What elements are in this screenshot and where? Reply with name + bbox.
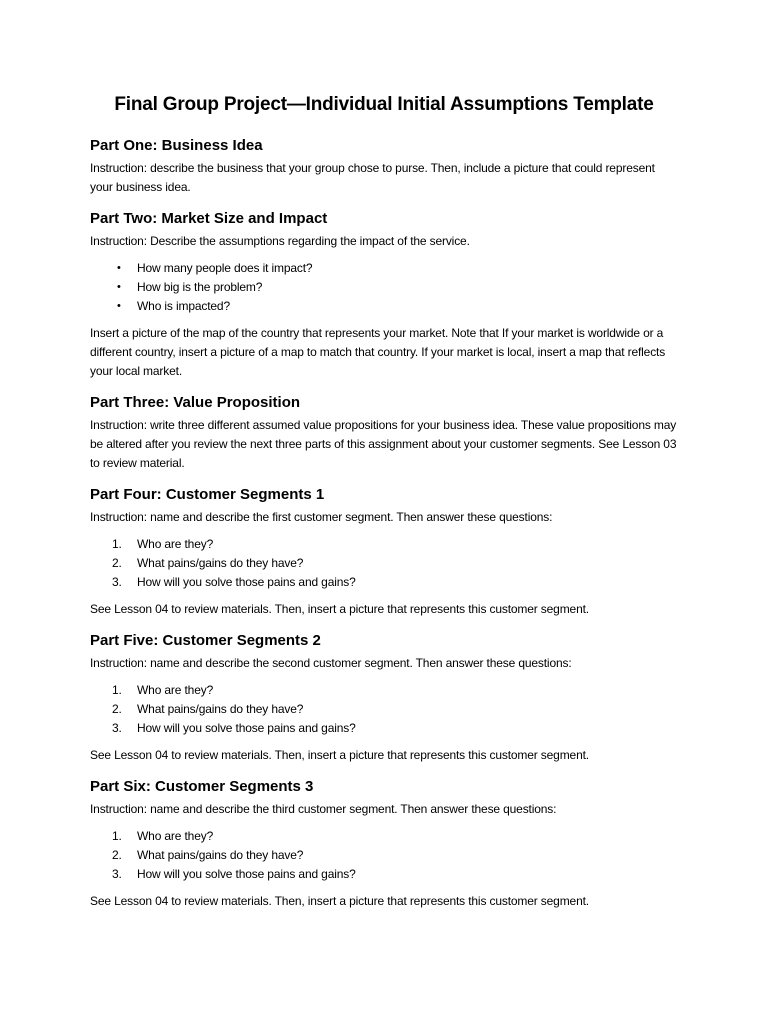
list-item [112, 535, 678, 554]
list-item-text: Who are they? [137, 683, 214, 697]
bullet-list [90, 259, 678, 316]
list-number: 2. [112, 702, 122, 716]
list-number: 2. [112, 556, 122, 570]
list-number: 3. [112, 721, 122, 735]
list-number: 2. [112, 848, 122, 862]
list-item-text: How many people does it impact? [137, 261, 313, 275]
section-heading: Part Six: Customer Segments 3 [90, 778, 314, 795]
section-instruction: Instruction: write three different assumed value propositions for your business idea. These value propositions may be altered after you review the next three parts of this assignment about your customer segments. See Lesson 03 to review material. [90, 418, 677, 470]
bullet-icon: • [117, 281, 121, 293]
list-item [112, 700, 678, 719]
list-item [112, 554, 678, 573]
section-instruction: Instruction: name and describe the first customer segment. Then answer these questions: [90, 510, 553, 524]
bullet-icon: • [117, 300, 121, 312]
list-item [112, 827, 678, 846]
list-item [112, 573, 678, 592]
section-instruction: Instruction: name and describe the third customer segment. Then answer these questions: [90, 802, 557, 816]
list-number: 1. [112, 537, 122, 551]
list-item-text: How big is the problem? [137, 280, 263, 294]
list-item-text: Who are they? [137, 829, 214, 843]
section-customer-segments-1 [90, 485, 678, 619]
section-heading: Part Three: Value Proposition [90, 394, 301, 411]
list-number: 1. [112, 829, 122, 843]
list-item-text: What pains/gains do they have? [137, 702, 304, 716]
section-business-idea [90, 136, 678, 197]
section-note: See Lesson 04 to review materials. Then, insert a picture that represents this customer segment. [90, 602, 589, 616]
list-item [117, 297, 678, 316]
section-customer-segments-2 [90, 631, 678, 765]
list-item [112, 681, 678, 700]
list-item-text: Who is impacted? [137, 299, 230, 313]
list-item-text: What pains/gains do they have? [137, 848, 304, 862]
bullet-icon: • [117, 262, 121, 274]
list-number: 1. [112, 683, 122, 697]
list-item-text: What pains/gains do they have? [137, 556, 304, 570]
section-note: See Lesson 04 to review materials. Then, insert a picture that represents this customer segment. [90, 748, 589, 762]
numbered-list [90, 681, 678, 738]
list-item [112, 846, 678, 865]
section-heading: Part Four: Customer Segments 1 [90, 486, 325, 503]
numbered-list [90, 535, 678, 592]
list-item [117, 278, 678, 297]
section-note: Insert a picture of the map of the country that represents your market. Note that If your market is worldwide or a different country, insert a picture of a map to match that country. If your market is local, insert a map that reflects your local market. [90, 326, 666, 378]
list-item-text: How will you solve those pains and gains? [137, 867, 356, 881]
section-instruction: Instruction: describe the business that your group chose to purse. Then, include a picture that could represent your business idea. [90, 161, 655, 194]
list-item [112, 865, 678, 884]
section-heading: Part Five: Customer Segments 2 [90, 632, 321, 649]
numbered-list [90, 827, 678, 884]
list-number: 3. [112, 575, 122, 589]
section-instruction: Instruction: Describe the assumptions regarding the impact of the service. [90, 234, 470, 248]
list-item [117, 259, 678, 278]
list-item-text: Who are they? [137, 537, 214, 551]
document-title: Final Group Project—Individual Initial Assumptions Template [114, 94, 654, 115]
section-heading: Part Two: Market Size and Impact [90, 210, 328, 227]
section-value-proposition [90, 393, 678, 473]
section-customer-segments-3 [90, 777, 678, 911]
list-number: 3. [112, 867, 122, 881]
section-instruction: Instruction: name and describe the second customer segment. Then answer these questions: [90, 656, 572, 670]
section-heading: Part One: Business Idea [90, 137, 263, 154]
section-market-size [90, 209, 678, 381]
list-item-text: How will you solve those pains and gains? [137, 721, 356, 735]
list-item [112, 719, 678, 738]
list-item-text: How will you solve those pains and gains? [137, 575, 356, 589]
section-note: See Lesson 04 to review materials. Then, insert a picture that represents this customer segment. [90, 894, 589, 908]
